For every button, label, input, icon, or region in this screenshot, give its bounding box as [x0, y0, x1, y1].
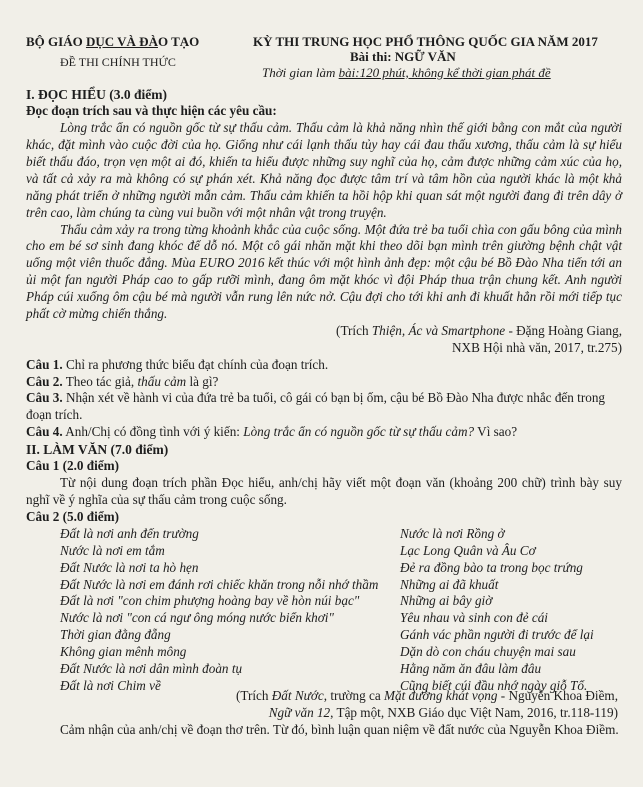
essay-question-2-prompt: Cảm nhận của anh/chị về đoạn thơ trên. Từ đó, bình luận quan niệm về đất nước của Nguyễn Khoa Điềm.	[60, 721, 619, 737]
time-limit	[262, 65, 551, 82]
question-3	[26, 390, 622, 424]
question-4-italic: Lòng trắc ẩn có nguồn gốc từ sự thấu cảm?	[243, 424, 475, 440]
question-4-text: Anh/Chị có đồng tình với ý kiến:	[62, 424, 244, 440]
poem-line: Đẻ ra đồng bào ta trong bọc trứng	[400, 559, 583, 575]
poem-line: Đất Nước là nơi ta hò hẹn	[60, 559, 199, 575]
source-book-title: Thiện, Ác và Smartphone	[371, 322, 506, 338]
poem-line: Những ai đã khuất	[400, 576, 499, 592]
poem-line: Nước là nơi em tắm	[60, 542, 165, 558]
ministry-name	[26, 34, 199, 51]
exam-content	[26, 86, 622, 739]
poem-right-column	[400, 526, 594, 695]
passage-source-2: NXB Hội nhà văn, 2017, tr.275)	[452, 339, 622, 355]
poem-line: Yêu nhau và sinh con đẻ cái	[400, 610, 548, 626]
poem-line: Nước là nơi "con cá ngư ông móng nước biển khơi"	[60, 610, 334, 626]
poem-author: - Nguyễn Khoa Điềm,	[497, 687, 618, 703]
essay-question-2-title: Câu 2 (5.0 điểm)	[26, 509, 120, 525]
essay-question-1-title: Câu 1 (2.0 điểm)	[26, 458, 120, 474]
question-2-italic: thấu cảm	[137, 373, 187, 389]
poem-line: Những ai bây giờ	[400, 593, 493, 609]
ministry-name-underlined: DỤC VÀ ĐÀ	[85, 34, 158, 49]
poem-line: Dặn dò con cháu chuyện mai sau	[400, 644, 576, 660]
poem-line: Nước là nơi Rồng ở	[400, 525, 505, 541]
section1-title: I. ĐỌC HIỂU (3.0 điểm)	[26, 87, 167, 102]
poem-title: Đất Nước	[271, 687, 324, 703]
poem-left-column	[34, 526, 378, 695]
poem-line: Thời gian đằng đẵng	[60, 627, 171, 643]
poem-line: Hằng năm ăn đâu làm đâu	[400, 661, 542, 677]
question-1-text: Chỉ ra phương thức biểu đạt chính của đoạn trích.	[62, 356, 329, 372]
poem-line: Lạc Long Quân và Âu Cơ	[400, 542, 536, 558]
source-author: - Đặng Hoàng Giang,	[505, 322, 622, 338]
exam-title: KỲ THI TRUNG HỌC PHỔ THÔNG QUỐC GIA NĂM 2017	[253, 34, 598, 49]
question-4-tail: Vì sao?	[474, 424, 518, 440]
passage-source-1	[26, 323, 622, 340]
question-1-label: Câu 1.	[26, 356, 63, 372]
poem-source-prefix: (Trích	[235, 687, 272, 703]
question-3-label: Câu 3.	[26, 390, 63, 406]
question-2-label: Câu 2.	[26, 373, 63, 389]
question-4	[26, 424, 622, 441]
ministry-name-suffix: O TẠO	[157, 34, 200, 49]
poem-source-mid: , trường ca	[323, 687, 384, 703]
poem-line: Đất là nơi anh đến trường	[60, 525, 199, 541]
poem-line: Cũng biết cúi đầu nhớ ngày giỗ Tổ.	[400, 677, 588, 693]
epic-title: Mặt đường khát vọng	[384, 687, 498, 703]
source-prefix: (Trích	[336, 322, 372, 338]
textbook-details: , Tập một, NXB Giáo dục Việt Nam, 2016, tr.118-119)	[330, 704, 618, 720]
poem-line: Gánh vác phần người đi trước để lại	[400, 627, 594, 643]
poem-source-2	[26, 705, 622, 722]
time-limit-prefix: Thời gian làm	[262, 65, 339, 80]
question-1	[26, 357, 622, 374]
poem-line: Đất là nơi "con chim phượng hoàng bay về hòn núi bạc"	[60, 593, 360, 609]
exam-header	[0, 0, 643, 84]
question-3-text: Nhận xét về hành vi của đứa trẻ ba tuổi, cô gái có bạn bị ốm, cậu bé Bồ Đào Nha được nhắc đến trong đoạn trích.	[26, 390, 606, 423]
poem-line: Đất là nơi Chim về	[60, 677, 161, 693]
question-4-label: Câu 4.	[26, 424, 63, 440]
time-limit-underlined: bài:120 phút, không kể thời gian phát đề	[338, 65, 551, 80]
question-2	[26, 374, 622, 391]
section2-title: II. LÀM VĂN (7.0 điểm)	[26, 442, 169, 458]
essay-question-1-text: Từ nội dung đoạn trích phần Đọc hiểu, anh/chị hãy viết một đoạn văn (khoảng 200 chữ) trình bày suy nghĩ về ý nghĩa của sự thấu cảm trong cuộc sống.	[26, 475, 622, 508]
poem-line: Đất Nước là nơi dân mình đoàn tụ	[60, 661, 243, 677]
subject-label: Bài thi: NGỮ VĂN	[350, 49, 456, 64]
question-2-text: Theo tác giả,	[62, 373, 138, 389]
poem-excerpt	[26, 525, 622, 693]
ministry-name-part: BỘ GIÁO	[26, 34, 86, 49]
poem-line: Không gian mênh mông	[60, 644, 187, 660]
textbook-title: Ngữ văn 12	[268, 704, 331, 720]
passage-paragraph-1: Lòng trắc ẩn có nguồn gốc từ sự thấu cảm. Thấu cảm là khả năng nhìn thế giới bằng con mắt của người khác, đặt mình vào cuộc đời của họ. Giống như cái lạnh thấu tủy hay cái đau thấu xương, thấu cảm là sự hiểu biết thấu đáo, trọn vẹn một ai đó, khiến ta hiểu được những suy nghĩ của họ, cảm được những cảm xúc của họ, và tất cả xảy ra mà không có sự phán xét. Khả năng đọc được tâm trí và tâm hồn của người khác là một khả năng phát triển ở những người mẫn cảm. Thấu cảm khiến ta hồi hộp khi quan sát một người đang đi trên dây ở trên cao, làm chúng ta cùng vui buồn với một nhân vật trong truyện.	[26, 120, 622, 220]
poem-line: Đất Nước là nơi em đánh rơi chiếc khăn trong nỗi nhớ thầm	[60, 576, 379, 592]
section1-instruction: Đọc đoạn trích sau và thực hiện các yêu cầu:	[26, 103, 277, 119]
question-2-tail: là gì?	[186, 373, 219, 389]
passage-paragraph-2: Thấu cảm xảy ra trong từng khoảnh khắc của cuộc sống. Một đứa trẻ ba tuổi chìa con gấu bông của mình cho em bé sơ sinh đang khóc để dỗ nó. Một cô gái nhăn mặt khi theo dõi bạn mình trên giường bệnh chật vật uống một viên thuốc đắng. Mùa EURO 2016 kết thúc với một hình ảnh đẹp: một cậu bé Bồ Đào Nha tiến tới an ủi một fan người Pháp cao to gấp rưỡi mình, đang ôm mặt khóc vì đội Pháp thua trận chung kết. Anh người Pháp cúi xuống ôm cậu bé mà người vẫn rung lên nức nở. Cậu đợi cho tới khi anh đi khuất hẳn rồi mới tiếp tục phất cờ mừng chiến thắng.	[26, 221, 622, 321]
official-label: ĐỀ THI CHÍNH THỨC	[60, 55, 176, 69]
